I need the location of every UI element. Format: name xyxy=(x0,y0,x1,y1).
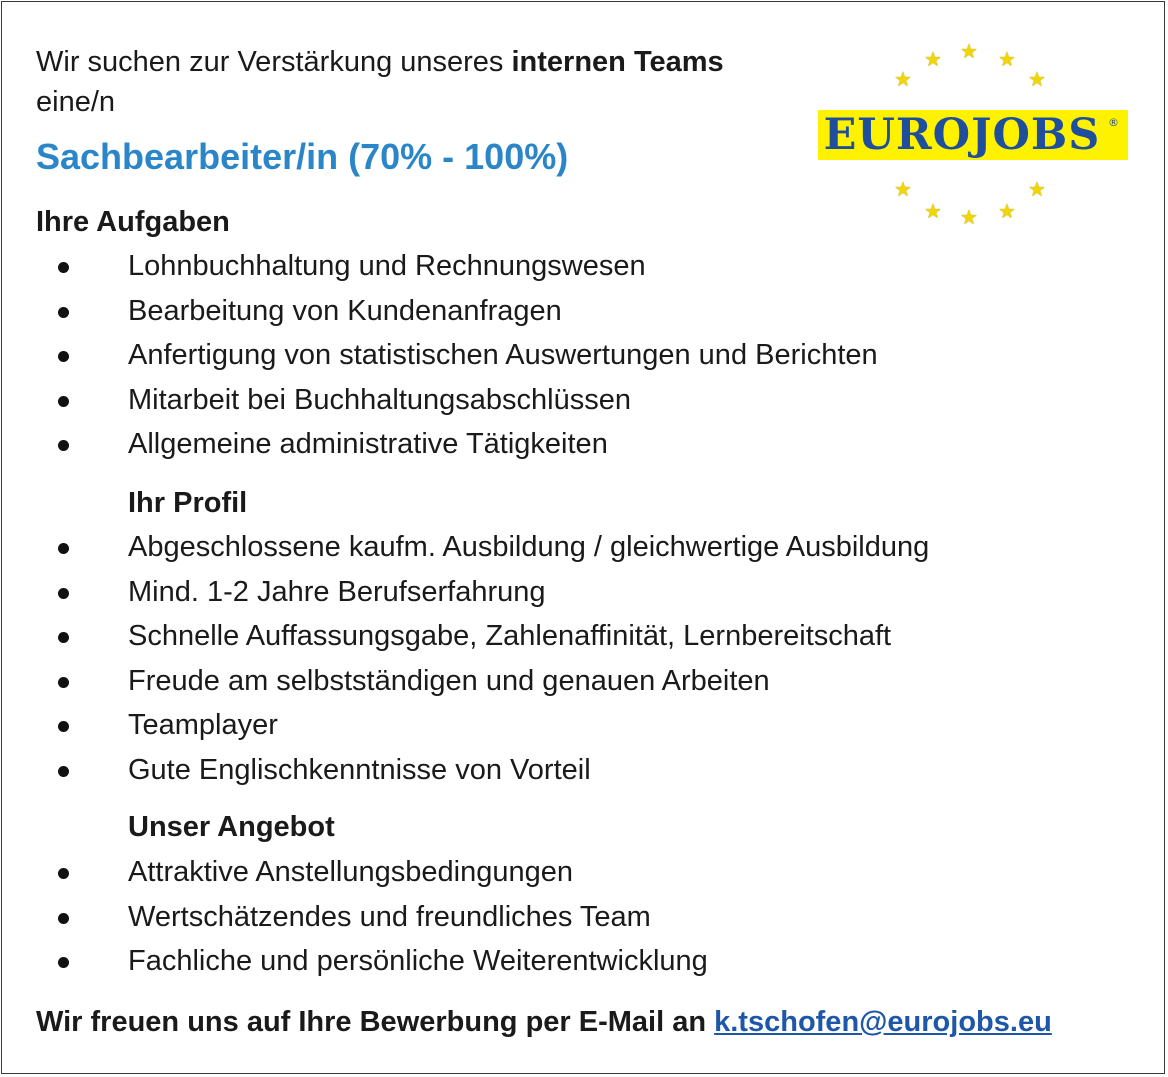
bullet-icon xyxy=(58,677,69,688)
bullet-icon xyxy=(58,307,69,318)
bullet-icon xyxy=(58,957,69,968)
footer-cta xyxy=(36,1000,1052,1044)
footer-text: Wir freuen uns auf Ihre Bewerbung per E-Mail an xyxy=(36,1006,715,1038)
intro-line1-bold: internen Teams xyxy=(511,46,724,78)
eu-stars-icon: ★ xyxy=(924,201,942,223)
intro-line1-prefix: Wir suchen zur Verstärkung unseres xyxy=(36,46,512,78)
bullet-icon xyxy=(58,262,69,273)
eu-stars-icon: ★ xyxy=(894,69,912,91)
eu-stars-icon: ★ xyxy=(1028,69,1046,91)
bullet-icon xyxy=(58,868,69,879)
section-heading-profil: Ihr Profil xyxy=(128,487,248,519)
eu-stars-icon: ★ xyxy=(960,41,978,63)
eu-stars-icon: ★ xyxy=(894,179,912,201)
bullet-icon xyxy=(58,632,69,643)
section-heading-angebot: Unser Angebot xyxy=(128,811,335,843)
registered-mark: ® xyxy=(1108,116,1119,129)
eu-stars-icon: ★ xyxy=(960,207,978,229)
eu-stars-icon: ★ xyxy=(998,201,1016,223)
bullet-icon xyxy=(58,543,69,554)
job-title: Sachbearbeiter/in (70% - 100%) xyxy=(36,136,569,177)
eurojobs-logo xyxy=(812,36,1132,236)
eu-stars-icon: ★ xyxy=(998,49,1016,71)
bullet-icon xyxy=(58,766,69,777)
bullet-icon xyxy=(58,396,69,407)
section-heading-aufgaben: Ihre Aufgaben xyxy=(36,206,230,238)
bullet-icon xyxy=(58,351,69,362)
eu-stars-icon: ★ xyxy=(1028,179,1046,201)
bullet-icon xyxy=(58,913,69,924)
intro-text xyxy=(36,42,724,122)
email-link[interactable]: k.tschofen@eurojobs.eu xyxy=(714,1006,1052,1038)
logo-text: EUROJOBS xyxy=(823,110,1101,160)
bullet-icon xyxy=(58,440,69,451)
bullet-icon xyxy=(58,721,69,732)
bullet-icon xyxy=(58,588,69,599)
eu-stars-icon: ★ xyxy=(924,49,942,71)
intro-line2: eine/n xyxy=(36,86,116,118)
